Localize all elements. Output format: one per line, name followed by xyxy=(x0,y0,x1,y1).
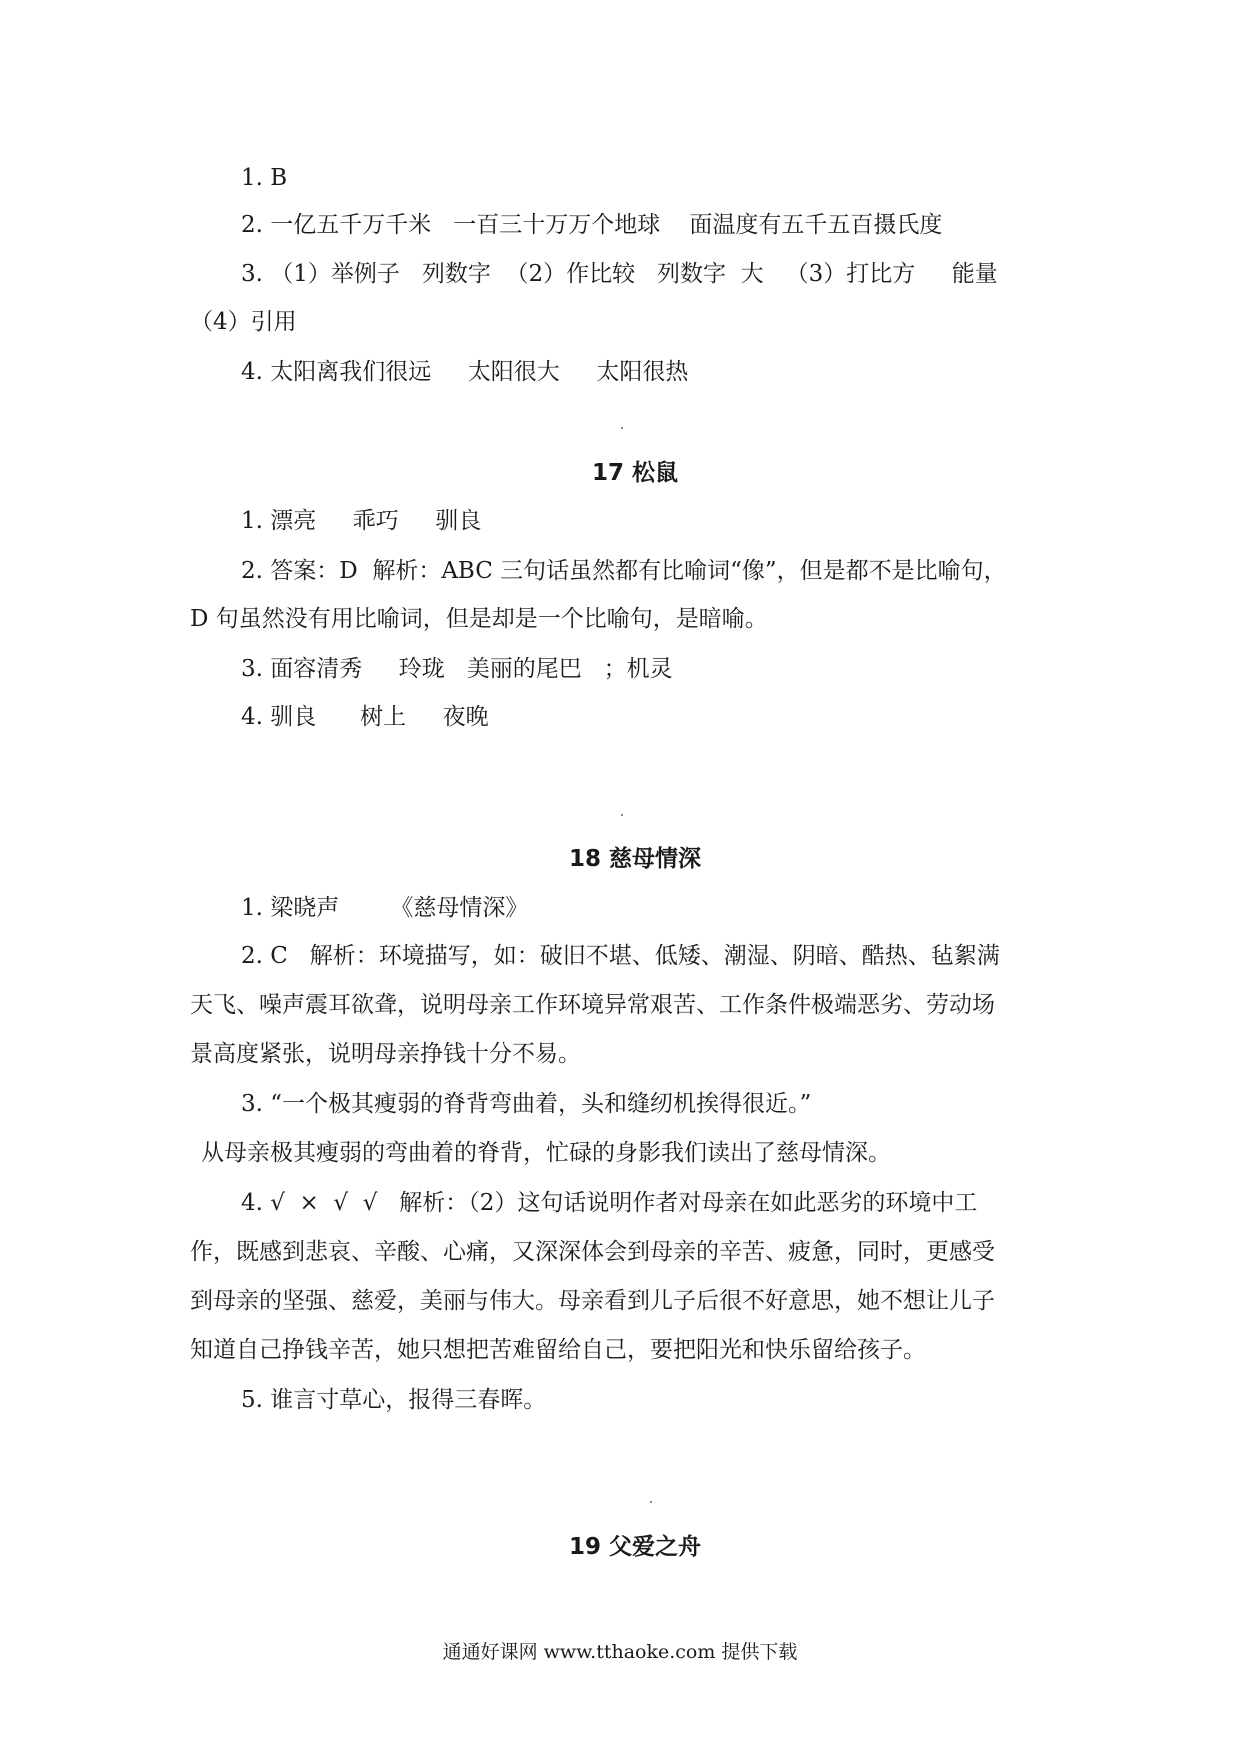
answer-18-2: 2. C 解析：环境描写，如：破旧不堪、低矮、潮湿、阴暗、酷热、毡絮满 xyxy=(241,943,1000,969)
section-title-17: 17 松鼠 xyxy=(591,460,678,486)
scan-dot xyxy=(650,1501,652,1503)
answer-18-4: 4. √ × √ √ 解析：（2）这句话说明作者对母亲在如此恶劣的环境中工 xyxy=(241,1190,978,1216)
scan-dot xyxy=(621,814,623,816)
answer-18-2-cont2: 景高度紧张，说明母亲挣钱十分不易。 xyxy=(190,1041,581,1067)
answer-18-3-cont: 从母亲极其瘦弱的弯曲着的脊背，忙碌的身影我们读出了慈母情深。 xyxy=(201,1140,891,1166)
answer-16-3-cont: （4）引用 xyxy=(190,309,297,335)
answer-17-1: 1. 漂亮 乖巧 驯良 xyxy=(241,508,482,534)
answer-16-2: 2. 一亿五千万千米 一百三十万万个地球 面温度有五千五百摄氏度 xyxy=(241,212,943,238)
section-title-18: 18 慈母情深 xyxy=(568,846,701,872)
answer-16-4: 4. 太阳离我们很远 太阳很大 太阳很热 xyxy=(241,359,689,385)
answer-18-4-cont1: 作，既感到悲哀、辛酸、心痛，又深深体会到母亲的辛苦、疲惫，同时，更感受 xyxy=(190,1239,995,1265)
answer-18-4-cont2: 到母亲的坚强、慈爱，美丽与伟大。母亲看到儿子后很不好意思，她不想让儿子 xyxy=(190,1288,995,1314)
answer-18-5: 5. 谁言寸草心，报得三春晖。 xyxy=(241,1387,547,1413)
answer-18-4-cont3: 知道自己挣钱辛苦，她只想把苦难留给自己，要把阳光和快乐留给孩子。 xyxy=(190,1337,926,1363)
answer-17-2: 2. 答案：D 解析：ABC 三句话虽然都有比喻词“像”，但是都不是比喻句， xyxy=(241,558,1007,584)
answer-16-1: 1. B xyxy=(241,165,288,191)
answer-17-4: 4. 驯良 树上 夜晚 xyxy=(241,704,489,730)
answer-16-3: 3. （1）举例子 列数字 （2）作比较 列数字 大 （3）打比方 能量 xyxy=(241,261,998,287)
answer-17-3: 3. 面容清秀 玲珑 美丽的尾巴 ；机灵 xyxy=(241,656,673,682)
section-title-19: 19 父爱之舟 xyxy=(568,1534,701,1560)
answer-17-2-cont: D 句虽然没有用比喻词，但是却是一个比喻句，是暗喻。 xyxy=(190,606,768,632)
answer-18-2-cont1: 天飞、噪声震耳欲聋，说明母亲工作环境异常艰苦、工作条件极端恶劣、劳动场 xyxy=(190,992,995,1018)
scan-dot xyxy=(621,427,623,429)
answer-18-3: 3. “一个极其瘦弱的脊背弯曲着，头和缝纫机挨得很近。” xyxy=(241,1091,812,1117)
answer-18-1: 1. 梁晓声 《慈母情深》 xyxy=(241,895,529,921)
footer-source: 通通好课网 www.tthaoke.com 提供下载 xyxy=(442,1641,798,1663)
